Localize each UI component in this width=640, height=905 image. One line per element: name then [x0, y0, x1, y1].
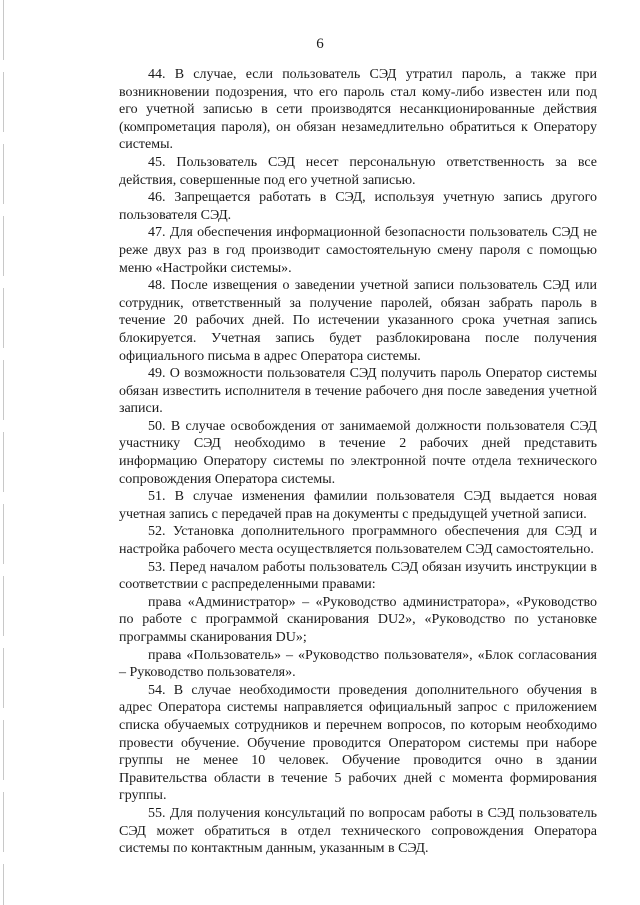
- paragraph-52: 52. Установка дополнительного программного обеспечения для СЭД и настройка рабочего места осуществляется пользователем СЭД самостоятельно.: [119, 524, 597, 558]
- document-body: [119, 66, 597, 858]
- paragraph-53-user-rights: права «Пользователь» – «Руководство пользователя», «Блок согласования – Руководство пользователя».: [119, 647, 597, 681]
- paragraph-53-admin-rights: права «Администратор» – «Руководство администратора», «Руководство по работе с программой сканирования DU2», «Руководство по установке программы сканирования DU»;: [119, 594, 597, 645]
- paragraph-45: 45. Пользователь СЭД несет персональную ответственность за все действия, совершенные под его учетной записью.: [119, 154, 597, 188]
- scan-edge-line: [3, 0, 4, 905]
- paragraph-51: 51. В случае изменения фамилии пользователя СЭД выдается новая учетная запись с передачей прав на документы с предыдущей учетной записи.: [119, 489, 597, 522]
- paragraph-47: 47. Для обеспечения информационной безопасности пользователь СЭД не реже двух раз в год производит самостоятельную смену пароля с помощью меню «Настройки системы».: [119, 225, 597, 276]
- paragraph-50: 50. В случае освобождения от занимаемой должности пользователя СЭД участнику СЭД необходимо в течение 2 рабочих дней представить информацию Оператору системы по электронной почте отдела технического сопровождения Оператора системы.: [119, 418, 597, 487]
- paragraph-54: 54. В случае необходимости проведения дополнительного обучения в адрес Оператора системы направляется официальный запрос с приложением списка обучаемых сотрудников и перечнем вопросов, по которым необходимо провести обучение. Обучение проводится Оператором системы при наборе группы не менее 10 человек. Обучение проводится очно в здании Правительства области в течение 5 рабочих дней с момента формирования группы.: [119, 682, 597, 804]
- paragraph-53: 53. Перед началом работы пользователь СЭД обязан изучить инструкции в соответствии с распределенными правами:: [119, 559, 597, 593]
- paragraph-49: 49. О возможности пользователя СЭД получить пароль Оператор системы обязан известить исполнителя в течение рабочего дня после заведения учетной записи.: [119, 366, 597, 417]
- page-number: 6: [316, 36, 324, 52]
- paragraph-55: 55. Для получения консультаций по вопросам работы в СЭД пользователь СЭД может обратиться в отдел технического сопровождения Оператора системы по контактным данным, указанным в СЭД.: [119, 805, 597, 857]
- paragraph-46: 46. Запрещается работать в СЭД, используя учетную запись другого пользователя СЭД.: [119, 190, 597, 223]
- paragraph-48: 48. После извещения о заведении учетной записи пользователь СЭД или сотрудник, ответственный за получение паролей, обязан забрать пароль в течение 20 рабочих дней. По истечении указанного срока учетная запись блокируется. Учетная запись будет разблокирована после получения официального письма в адрес Оператора системы.: [119, 278, 597, 364]
- paragraph-44: 44. В случае, если пользователь СЭД утратил пароль, а также при возникновении подозрения, что его пароль стал кому-либо известен или под его учетной записью в сети производятся несанкционированные действия (компрометация пароля), он обязан незамедлительно обратиться к Оператору системы.: [119, 67, 597, 153]
